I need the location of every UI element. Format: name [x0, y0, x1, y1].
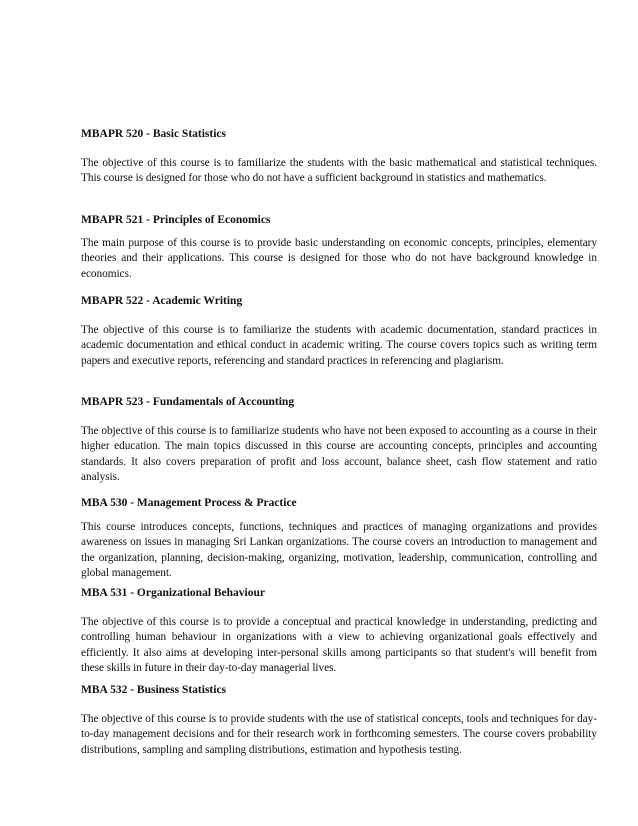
course-block-mbapr-520: [81, 127, 597, 187]
course-description: The objective of this course is to familiarize the students with academic documentation, standard practices in academic documentation and ethical conduct in academic writing. The course covers topics such as writing term papers and executive reports, referencing and standard practices in referencing and plagiarism.: [81, 324, 597, 367]
course-description: This course introduces concepts, functions, techniques and practices of managing organizations and provides awareness on issues in managing Sri Lankan organizations. The course covers an introduction to management and the organization, planning, decision-making, organizing, motivation, leadership, communication, controlling and global management.: [81, 521, 597, 580]
course-description: The objective of this course is to provide a conceptual and practical knowledge in understanding, predicting and controlling human behaviour in organizations with a view to achieving organizational goals effectively and efficiently. It also aims at developing inter-personal skills among participants so that student's will benefit from these skills in future in their day-to-day managerial lives.: [81, 616, 597, 675]
course-block-mba-531: [81, 586, 597, 677]
course-description: The objective of this course is to familiarize the students with the basic mathematical and statistical techniques. This course is designed for those who do not have a sufficient background in statistics and mathematics.: [81, 157, 597, 185]
course-title: MBAPR 523 - Fundamentals of Accounting: [81, 396, 295, 408]
course-description: The main purpose of this course is to provide basic understanding on economic concepts, principles, elementary theories and their applications. This course is designed for those who do not have background knowledge in economics.: [81, 237, 597, 280]
course-block-mbapr-521: [81, 213, 597, 282]
course-block-mba-532: [81, 683, 597, 758]
course-block-mba-530: [81, 496, 597, 582]
course-description: The objective of this course is to familiarize students who have not been exposed to accounting as a course in their higher education. The main topics discussed in this course are accounting concepts, principles and accounting standards. It also covers preparation of profit and loss account, balance sheet, cash flow statement and ratio analysis.: [81, 425, 597, 484]
course-title: MBAPR 522 - Academic Writing: [81, 295, 243, 307]
course-title: MBAPR 521 - Principles of Economics: [81, 214, 271, 226]
course-title: MBAPR 520 - Basic Statistics: [81, 128, 227, 140]
course-title: MBA 531 - Organizational Behaviour: [81, 587, 265, 599]
course-title: MBA 530 - Management Process & Practice: [81, 497, 297, 509]
course-description: The objective of this course is to provide students with the use of statistical concepts, tools and techniques for day-to-day management decisions and for their research work in forthcoming semesters. The course covers probability distributions, sampling and sampling distributions, estimation and hypothesis testing.: [81, 713, 597, 756]
course-title: MBA 532 - Business Statistics: [81, 684, 227, 696]
course-block-mbapr-522: [81, 294, 597, 369]
course-block-mbapr-523: [81, 395, 597, 486]
